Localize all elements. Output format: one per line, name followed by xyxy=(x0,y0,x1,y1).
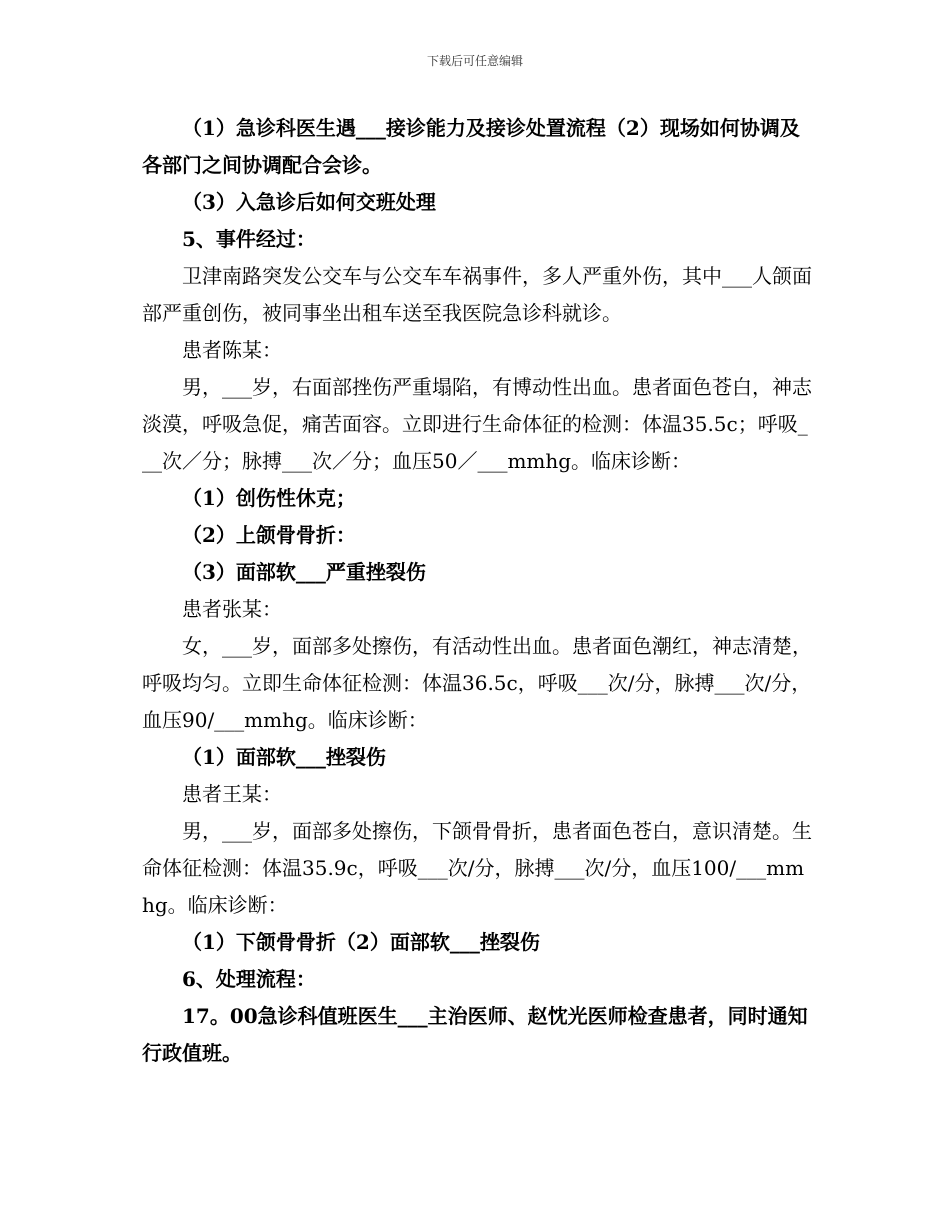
paragraph-event-description: 卫津南路突发公交车与公交车车祸事件，多人严重外伤，其中___人颌面部严重创伤，被同事坐出租车送至我医院急诊科就诊。 xyxy=(142,264,812,325)
diagnosis-chen-2: （2）上颌骨骨折： xyxy=(182,523,356,547)
patient-label-wang: 患者王某： xyxy=(182,782,282,806)
patient-zhang-details: 女，___岁，面部多处擦伤，有活动性出血。患者面色潮红，神志清楚，呼吸均匀。立即生命体征检测：体温36.5c，呼吸___次/分，脉搏___次/分，血压90/___mmhg。临床诊断： xyxy=(142,634,812,732)
diagnosis-chen-1: （1）创伤性休克； xyxy=(182,486,356,510)
section-heading-process: 6、处理流程： xyxy=(182,967,316,991)
paragraph-question-1-2: （1）急诊科医生遇___接诊能力及接诊处置流程（2）现场如何协调及各部门之间协调配合会诊。 xyxy=(142,116,800,177)
paragraph-question-3: （3）入急诊后如何交班处理 xyxy=(182,190,436,214)
diagnosis-chen-3: （3）面部软___严重挫裂伤 xyxy=(182,560,426,584)
paragraph-process-step: 17。00急诊科值班医生___主治医师、赵忱光医师检查患者，同时通知行政值班。 xyxy=(142,1004,808,1065)
section-heading-event: 5、事件经过： xyxy=(182,227,316,251)
patient-label-chen: 患者陈某： xyxy=(182,338,282,362)
patient-label-zhang: 患者张某： xyxy=(182,597,282,621)
page-header: 下载后可任意编辑 xyxy=(426,54,523,68)
document-body xyxy=(142,110,812,1072)
patient-chen-details: 男，___岁，右面部挫伤严重塌陷，有博动性出血。患者面色苍白，神志淡漠，呼吸急促，痛苦面容。立即进行生命体征的检测：体温35.5c；呼吸___次／分；脉搏___次／分；血压50／___mmhg。临床诊断： xyxy=(142,375,812,473)
diagnosis-zhang-1: （1）面部软___挫裂伤 xyxy=(182,745,386,769)
diagnosis-wang: （1）下颌骨骨折（2）面部软___挫裂伤 xyxy=(182,930,540,954)
patient-wang-details: 男，___岁，面部多处擦伤，下颌骨骨折，患者面色苍白，意识清楚。生命体征检测：体温35.9c，呼吸___次/分，脉搏___次/分，血压100/___mmhg。临床诊断： xyxy=(142,819,812,917)
